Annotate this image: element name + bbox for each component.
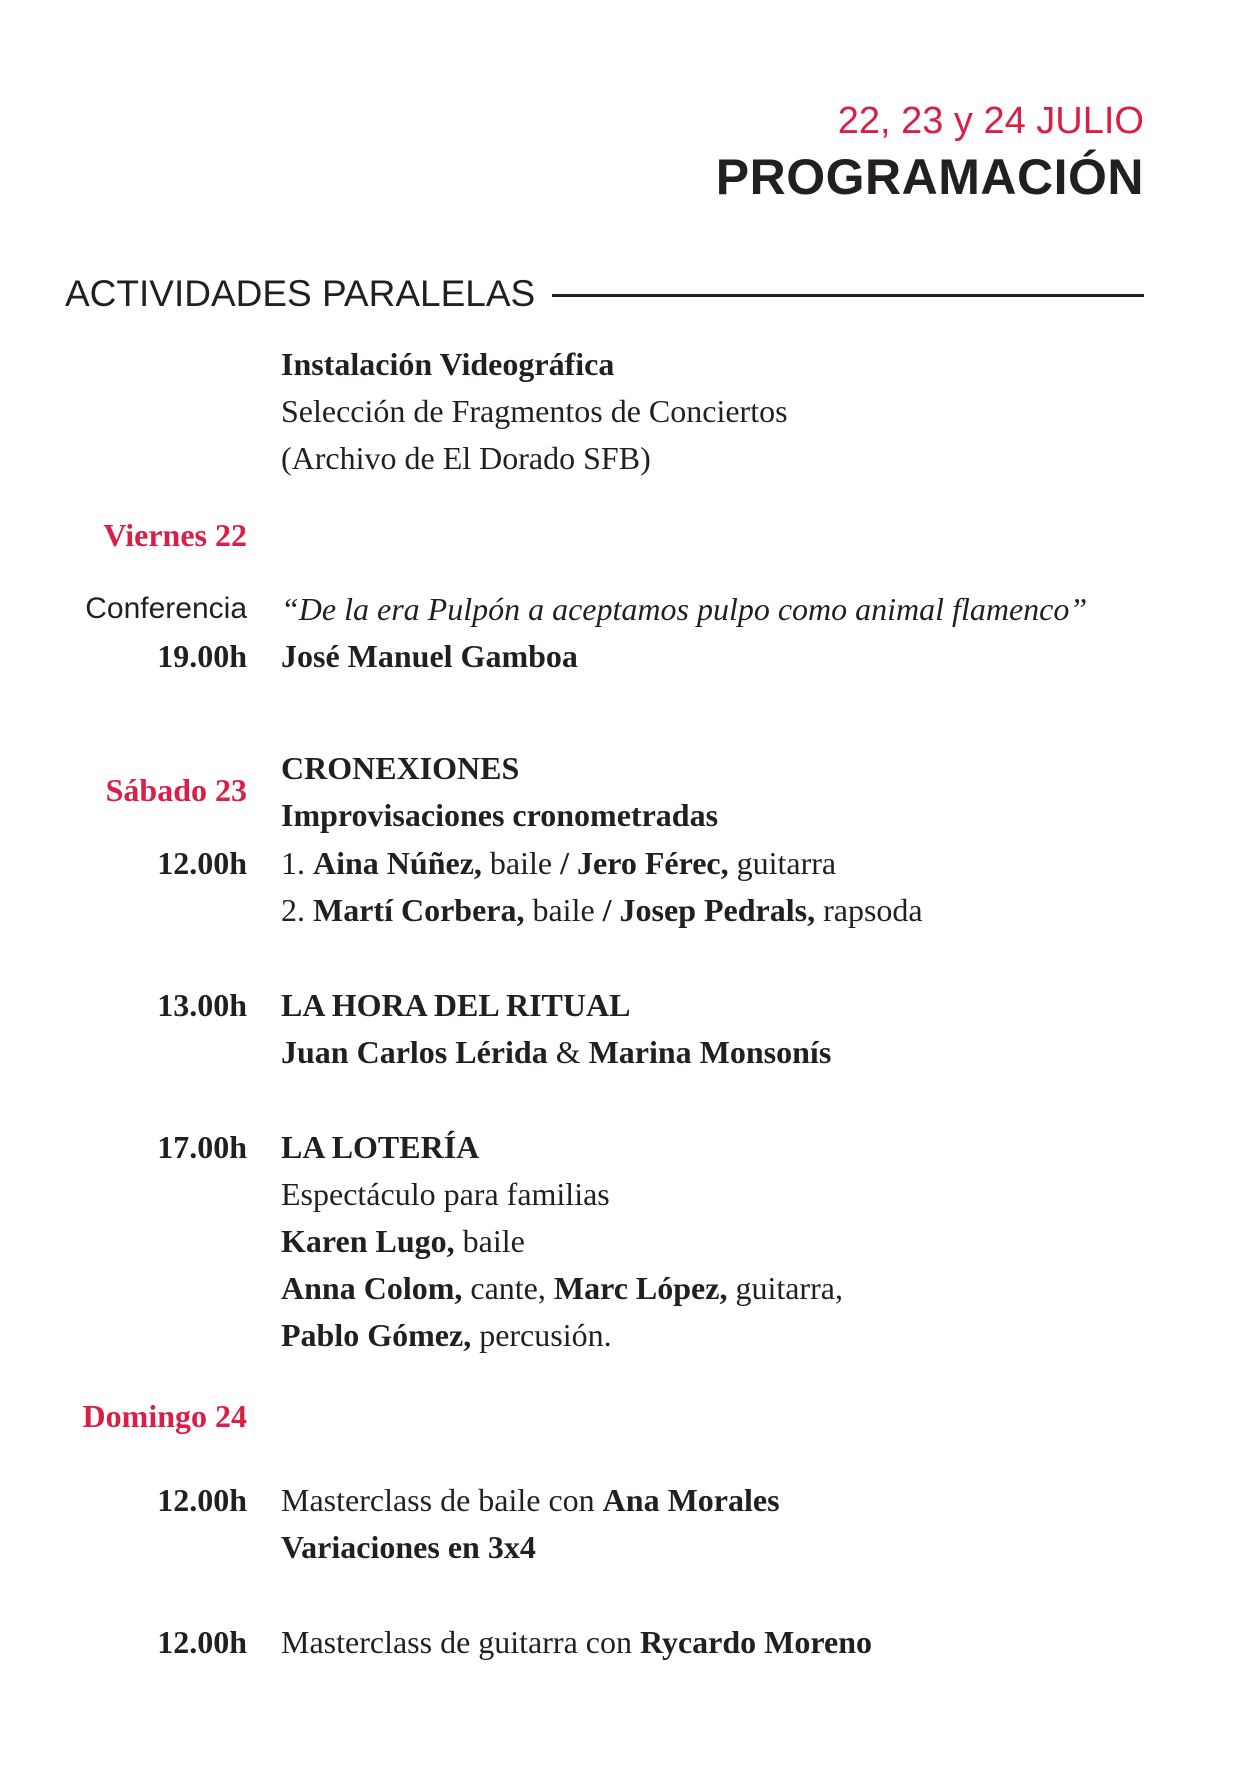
performer-role: baile — [462, 1223, 525, 1259]
event-title-cronexiones: CRONEXIONES — [281, 750, 520, 786]
event-time: 12.00h — [157, 1482, 247, 1518]
performer-line — [281, 1032, 831, 1072]
event-time: 13.00h — [157, 987, 247, 1023]
event-time: 12.00h — [157, 1624, 247, 1660]
event-time: 19.00h — [157, 638, 247, 674]
instructor-name: Ana Morales — [602, 1482, 780, 1518]
day-heading-friday: Viernes 22 — [103, 517, 247, 553]
festival-dates: 22, 23 y 24 JULIO — [837, 100, 1144, 142]
performer-role: percusión. — [479, 1317, 612, 1353]
ampersand: & — [555, 1034, 581, 1070]
day-heading-saturday: Sábado 23 — [105, 772, 247, 808]
performer-role: rapsoda — [823, 892, 923, 928]
installation-line-2: (Archivo de El Dorado SFB) — [281, 440, 651, 476]
installation-line-1: Selección de Fragmentos de Conciertos — [281, 393, 788, 429]
performer-name: Marc López, — [553, 1270, 728, 1306]
performer-role: guitarra, — [735, 1270, 843, 1306]
separator: / — [560, 845, 569, 881]
day-heading-sunday: Domingo 24 — [82, 1398, 247, 1434]
item-number: 2. — [281, 892, 305, 928]
performer-role: cante, — [470, 1270, 546, 1306]
performer-name: Aina Núñez, — [313, 845, 482, 881]
conference-title: “De la era Pulpón a aceptamos pulpo como animal flamenco” — [281, 591, 1088, 627]
event-type-label: Conferencia — [85, 592, 247, 625]
page-title: PROGRAMACIÓN — [715, 149, 1144, 205]
installation-title: Instalación Videográfica — [281, 346, 615, 382]
performer-line — [281, 843, 836, 883]
event-title-loteria: LA LOTERÍA — [281, 1129, 480, 1165]
conference-speaker: José Manuel Gamboa — [281, 638, 578, 674]
performer-name: Juan Carlos Lérida — [281, 1034, 548, 1070]
performer-line — [281, 890, 923, 930]
performer-name: Marina Monsonís — [588, 1034, 832, 1070]
event-time: 17.00h — [157, 1129, 247, 1165]
section-title: ACTIVIDADES PARALELAS — [65, 273, 536, 314]
performer-name: Karen Lugo, — [281, 1223, 455, 1259]
performer-line — [281, 1315, 612, 1355]
performer-name: Pablo Gómez, — [281, 1317, 472, 1353]
item-number: 1. — [281, 845, 305, 881]
separator: / — [602, 892, 612, 928]
performer-line — [281, 1221, 525, 1261]
instructor-name: Rycardo Moreno — [639, 1624, 872, 1660]
event-title-ritual: LA HORA DEL RITUAL — [281, 987, 631, 1023]
performer-role: baile — [532, 892, 595, 928]
performer-name: Josep Pedrals, — [619, 892, 816, 928]
performer-role: guitarra — [736, 845, 837, 881]
masterclass-text: Masterclass de baile con — [281, 1482, 595, 1518]
masterclass-line — [281, 1622, 872, 1662]
event-time: 12.00h — [157, 845, 247, 881]
event-subtitle: Improvisaciones cronometradas — [281, 797, 719, 833]
performer-name: Anna Colom, — [281, 1270, 463, 1306]
masterclass-text: Masterclass de guitarra con — [281, 1624, 632, 1660]
performer-line — [281, 1268, 843, 1308]
masterclass-subtitle: Variaciones en 3x4 — [281, 1529, 536, 1565]
performer-name: Jero Férec, — [576, 845, 729, 881]
event-subtitle: Espectáculo para familias — [281, 1176, 610, 1212]
section-divider — [552, 294, 1144, 297]
performer-name: Martí Corbera, — [313, 892, 525, 928]
masterclass-line — [281, 1480, 780, 1520]
performer-role: baile — [489, 845, 553, 881]
